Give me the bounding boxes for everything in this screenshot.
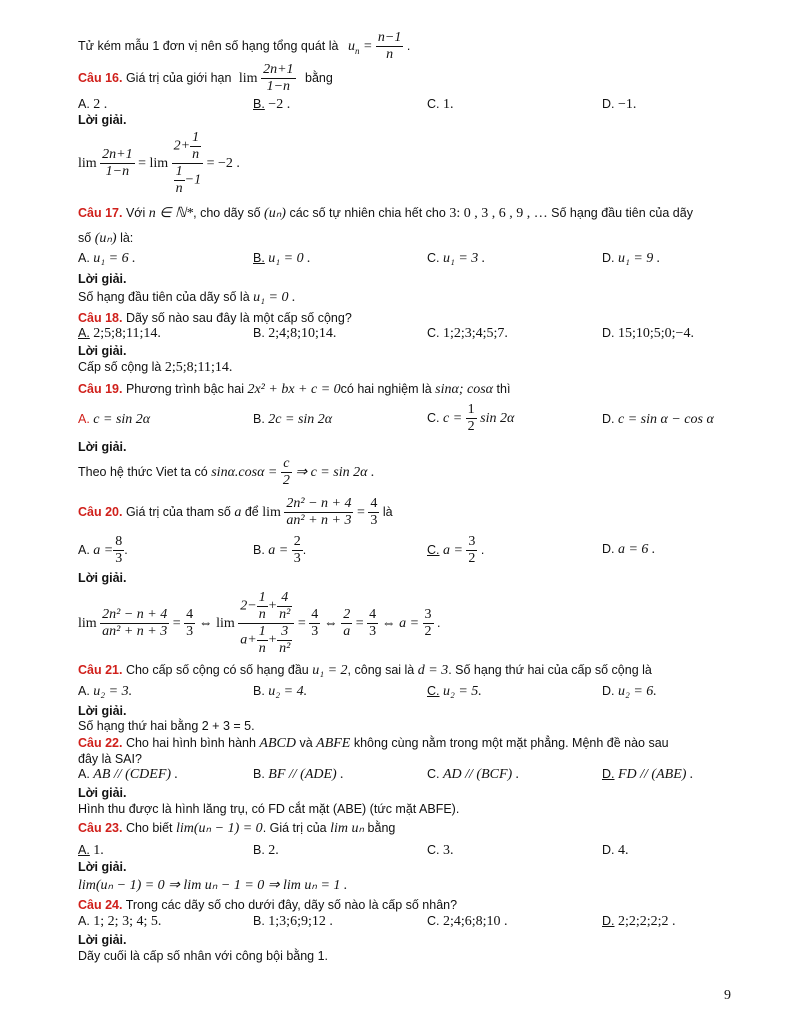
option-b[interactable]: B. BF // (ADE) .	[253, 767, 344, 782]
solution-label: Lời giải.	[78, 113, 127, 127]
solution-label: Lời giải.	[78, 344, 127, 358]
option-c[interactable]: C. a = $\frac{3}{2}$ .	[427, 534, 485, 566]
question-19: Câu 19. Phương trình bậc hai 2x² + bx + c = 0có hai nghiệm là sinα; cosα thì	[78, 382, 511, 397]
option-b[interactable]: B. 2.	[253, 843, 279, 858]
option-a[interactable]: A. AB // (CDEF) .	[78, 767, 179, 782]
question-label: Câu 21.	[78, 663, 123, 677]
solution-18: Cấp số cộng là 2;5;8;11;14.	[78, 360, 233, 375]
intro-formula-lhs: $u_n$ =	[347, 38, 373, 56]
option-c[interactable]: C. 2;4;6;8;10 .	[427, 914, 508, 929]
option-b[interactable]: B. −2 .	[253, 97, 291, 112]
option-a[interactable]: A. 2;5;8;11;14.	[78, 326, 161, 341]
question-label: Câu 24.	[78, 898, 123, 912]
question-label: Câu 16.	[78, 70, 123, 85]
question-24: Câu 24. Trong các dãy số cho dưới đây, dãy số nào là cấp số nhân?	[78, 898, 458, 912]
intro-fraction: $\frac{n-1}{n}$	[377, 30, 402, 62]
option-d[interactable]: D. −1.	[602, 97, 637, 112]
option-a[interactable]: A. 1.	[78, 843, 104, 858]
question-label: Câu 23.	[78, 821, 123, 835]
option-a[interactable]: A. a = $\frac{8}{3}$ .	[78, 534, 128, 566]
option-b[interactable]: B. 2;4;8;10;14.	[253, 326, 337, 341]
option-b[interactable]: B. 1;3;6;9;12 .	[253, 914, 333, 929]
question-label: Câu 20.	[78, 504, 123, 519]
solution-label: Lời giải.	[78, 440, 127, 454]
option-a[interactable]: A. 1; 2; 3; 4; 5.	[78, 914, 162, 929]
option-c[interactable]: C. 1;2;3;4;5;7.	[427, 326, 508, 341]
question-17: Câu 17. Với n ∈ ℕ*, cho dãy số (uₙ) các số tự nhiên chia hết cho 3: 0 , 3 , 6 , 9 , … Số hạng đầu tiên của dãy	[78, 206, 693, 221]
question-tail: bằng	[305, 70, 333, 85]
solution-16: lim $\frac{2n+1}{1-n}$ = lim 2+ $\frac{1}{n}$ $\frac{1}{n}$ −1 = −2 .	[78, 130, 240, 196]
solution-24: Dãy cuối là cấp số nhân với công bội bằng 1.	[78, 949, 329, 963]
option-d[interactable]: D. c = sin α − cos α	[602, 412, 714, 427]
question-text: Giá trị của giới hạn	[125, 70, 232, 85]
lim-symbol: lim	[238, 70, 258, 86]
solution-label: Lời giải.	[78, 786, 127, 800]
fraction: $\frac{2n+1}{1-n}$	[263, 62, 294, 94]
option-c[interactable]: C. c = $\frac{1}{2}$ sin 2α	[427, 402, 515, 434]
question-23: Câu 23. Cho biết lim(uₙ − 1) = 0. Giá trị của lim uₙ bằng	[78, 821, 396, 836]
solution-label: Lời giải.	[78, 933, 127, 947]
question-16	[78, 62, 333, 95]
solution-20: lim $\frac{\text{2n² − n + 4}}{\text{an² + n + 3}}$ = $\frac{4}{3}$ ⇔ lim 2− $\frac{1}{n}$ + $\frac{4}{\text{n²}}$ a+ $\frac{1}{n}$ + $\frac{3}{\text{n²}}$ = $\frac{4}{3}$ ⇔ $\frac{2}{a}$ = $\frac{4}{3}$ ⇔ a = $\frac{3}{2}$ .	[78, 590, 441, 656]
solution-21: Số hạng thứ hai bằng 2 + 3 = 5.	[78, 719, 255, 733]
solution-17: Số hạng đầu tiên của dãy số là u₁ = 0 .	[78, 290, 296, 305]
question-21: Câu 21. Cho cấp số cộng có số hạng đầu u₁ = 2, công sai là d = 3. Số hạng thứ hai của cấp số cộng là	[78, 663, 652, 678]
solution-19: Theo hệ thức Viet ta có sinα.cosα = $\frac{c}{2}$ ⇒ c = sin 2α .	[78, 456, 375, 488]
solution-label: Lời giải.	[78, 860, 127, 874]
option-c[interactable]: C. u₁ = 3 .	[427, 251, 486, 266]
question-18: Câu 18. Dãy số nào sau đây là một cấp số cộng?	[78, 311, 352, 325]
question-22: Câu 22. Cho hai hình bình hành ABCD và ABFE không cùng nằm trong một mặt phẳng. Mệnh đề nào sau	[78, 736, 669, 751]
intro-line	[78, 30, 410, 63]
option-c[interactable]: C. 1.	[427, 97, 454, 112]
option-d[interactable]: D. FD // (ABE) .	[602, 767, 694, 782]
intro-text: Tử kém mẫu 1 đơn vị nên số hạng tổng quát là	[78, 38, 339, 53]
intro-end: .	[406, 38, 411, 53]
option-b[interactable]: B. u₂ = 4.	[253, 684, 308, 699]
question-22-line2: đây là SAI?	[78, 752, 142, 766]
question-label: Câu 22.	[78, 736, 123, 750]
solution-23: lim(uₙ − 1) = 0 ⇒ lim uₙ − 1 = 0 ⇒ lim uₙ = 1 .	[78, 878, 348, 893]
option-c[interactable]: C. 3.	[427, 843, 454, 858]
option-d[interactable]: D. a = 6 .	[602, 542, 656, 557]
option-d[interactable]: D. 15;10;5;0;−4.	[602, 326, 694, 341]
option-a[interactable]: A. u₁ = 6 .	[78, 251, 136, 266]
question-label: Câu 17.	[78, 206, 123, 220]
solution-label: Lời giải.	[78, 571, 127, 585]
option-b[interactable]: B. u₁ = 0 .	[253, 251, 311, 266]
option-c[interactable]: C. AD // (BCF) .	[427, 767, 520, 782]
solution-label: Lời giải.	[78, 704, 127, 718]
option-b[interactable]: B. a = $\frac{2}{3}$ .	[253, 534, 307, 566]
option-a[interactable]: A. u₂ = 3.	[78, 684, 133, 699]
option-d[interactable]: D. 2;2;2;2;2 .	[602, 914, 676, 929]
option-c[interactable]: C. u₂ = 5.	[427, 684, 482, 699]
question-label: Câu 18.	[78, 311, 123, 325]
solution-label: Lời giải.	[78, 272, 127, 286]
option-a[interactable]: A. c = sin 2α	[78, 412, 151, 427]
question-17-line2: số (uₙ) là:	[78, 231, 134, 246]
page-number: 9	[724, 988, 731, 1003]
question-label: Câu 19.	[78, 382, 123, 396]
solution-22: Hình thu được là hình lăng trụ, có FD cắt mặt (ABE) (tức mặt ABFE).	[78, 802, 460, 816]
option-d[interactable]: D. 4.	[602, 843, 629, 858]
option-b[interactable]: B. 2c = sin 2α	[253, 412, 333, 427]
option-d[interactable]: D. u₂ = 6.	[602, 684, 657, 699]
question-20: Câu 20. Giá trị của tham số a để lim $\frac{\text{2n² − n + 4}}{\text{an² + n + 3}}$ = $\frac{4}{3}$ là	[78, 496, 393, 528]
option-a[interactable]: A. 2 .	[78, 97, 108, 112]
option-d[interactable]: D. u₁ = 9 .	[602, 251, 661, 266]
